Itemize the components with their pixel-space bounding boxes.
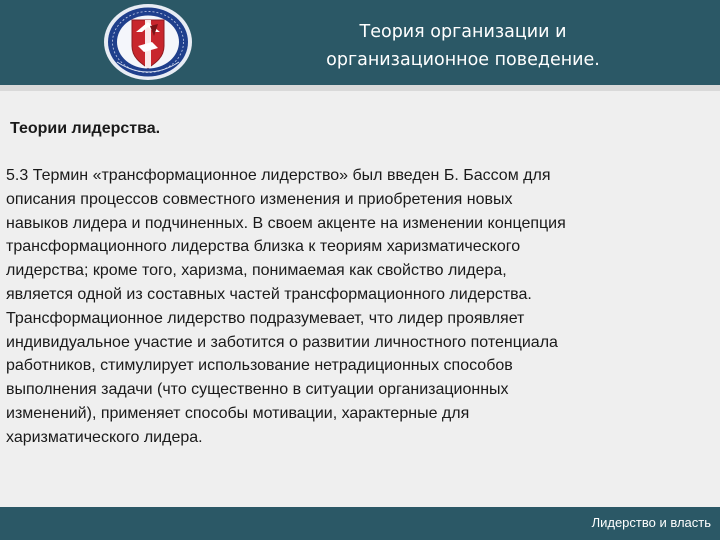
body-line: Трансформационное лидерство подразумевает, что лидер проявляет bbox=[6, 309, 525, 327]
body-line: выполнения задачи (что существенно в ситуации организационных bbox=[6, 381, 509, 399]
body-line: навыков лидера и подчиненных. В своем акценте на изменении концепция bbox=[6, 214, 566, 232]
body-paragraph bbox=[6, 164, 712, 450]
body-line: работников, стимулирует использование нетрадиционных способов bbox=[6, 357, 513, 375]
header-bar bbox=[0, 0, 720, 85]
body-line: индивидуальное участие и заботится о развитии личностного потенциала bbox=[6, 333, 558, 351]
header-divider bbox=[0, 85, 720, 91]
body-line: лидерства; кроме того, харизма, понимаемая как свойство лидера, bbox=[6, 262, 507, 280]
slide-title bbox=[268, 18, 658, 74]
body-line: трансформационного лидерства близка к теориям харизматического bbox=[6, 238, 521, 256]
slide-title-line-2: организационное поведение. bbox=[326, 50, 600, 70]
footer-bar bbox=[0, 507, 720, 540]
body-line: является одной из составных частей трансформационного лидерства. bbox=[6, 285, 532, 303]
body-line: 5.3 Термин «трансформационное лидерство» был введен Б. Бассом для bbox=[6, 167, 551, 184]
body-line: описания процессов совместного изменения и приобретения новых bbox=[6, 190, 513, 208]
footer-label: Лидерство и власть bbox=[591, 515, 711, 530]
university-emblem-icon bbox=[102, 2, 194, 82]
body-line: изменений), применяет способы мотивации, характерные для bbox=[6, 404, 470, 422]
body-line: харизматического лидера. bbox=[6, 428, 203, 446]
slide-title-line-1: Теория организации и bbox=[359, 22, 567, 42]
section-subtitle: Теории лидерства. bbox=[10, 120, 161, 137]
